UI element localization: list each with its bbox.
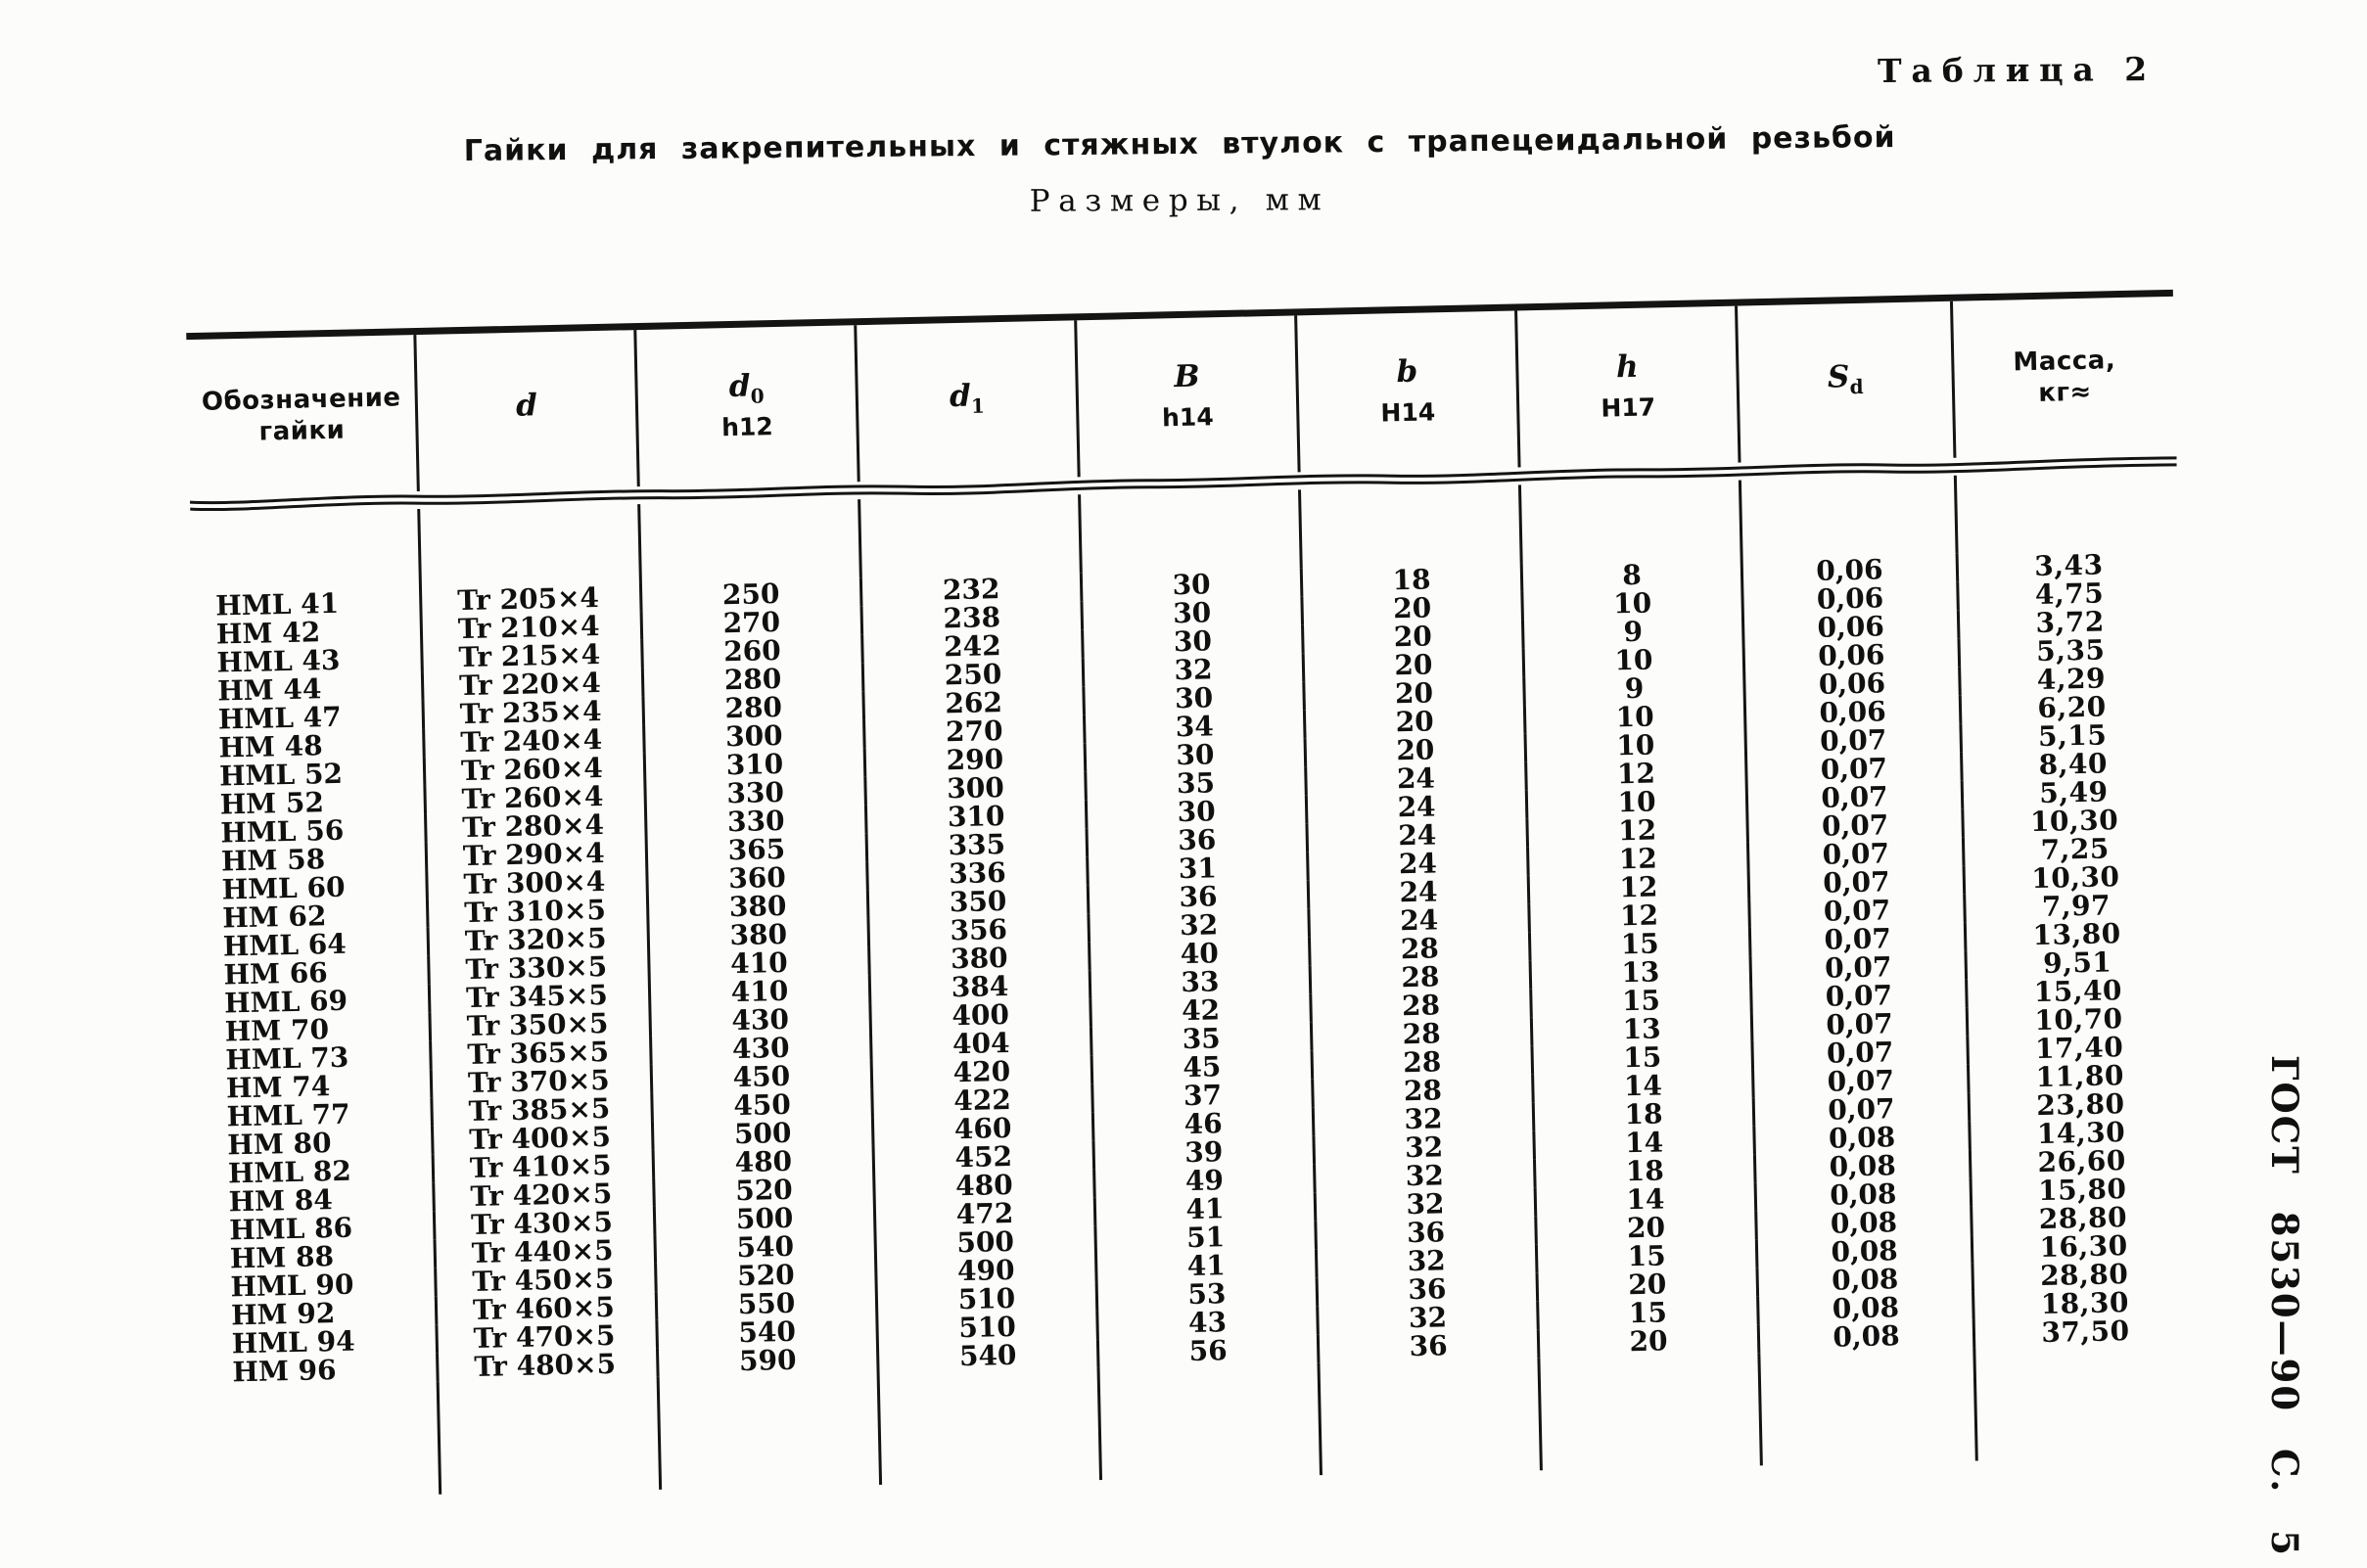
cell-r2-c9: 4,75 (2034, 576, 2105, 612)
cell-r2-c4: 238 (862, 601, 1084, 634)
cell-r18-c4: 420 (873, 1055, 1094, 1088)
cell-r25-c9: 16,30 (2039, 1229, 2129, 1265)
cell-r15-c2: Tr 345×5 (431, 980, 652, 1013)
cell-r9-c5: 30 (1088, 795, 1309, 828)
cell-r8-c6: 24 (1307, 761, 1528, 795)
cell-r5-c1: HML 47 (195, 701, 426, 734)
cell-r8-c2: Tr 260×4 (426, 781, 647, 814)
cell-r19-c8: 0,07 (1754, 1065, 1971, 1098)
cell-r12-c9: 10,30 (2030, 860, 2120, 896)
cell-r16-c2: Tr 350×5 (431, 1008, 652, 1041)
cell-r21-c5: 39 (1094, 1135, 1316, 1169)
cell-r19-c3: 450 (653, 1088, 874, 1122)
cell-r9-c9: 5,49 (2038, 775, 2109, 809)
cell-r27-c1: HML 94 (208, 1325, 439, 1359)
cell-r26-c2: Tr 460×5 (438, 1292, 659, 1325)
cell-r12-c5: 36 (1090, 880, 1311, 913)
cell-r10-c6: 24 (1308, 818, 1529, 852)
cell-r3-c4: 242 (863, 629, 1085, 663)
cell-r28-c2: Tr 480×5 (439, 1349, 660, 1382)
cell-r15-c5: 33 (1091, 965, 1313, 998)
cell-r3-c2: Tr 215×4 (423, 639, 644, 672)
cell-r23-c6: 32 (1317, 1187, 1538, 1221)
cell-r25-c6: 32 (1318, 1244, 1539, 1277)
cell-r8-c5: 35 (1087, 766, 1308, 800)
cell-r23-c9: 15,80 (2037, 1173, 2127, 1208)
cell-r11-c3: 360 (648, 861, 869, 895)
header-Sd: $S_d$ (1738, 301, 1956, 463)
cell-r9-c1: HML 56 (197, 814, 428, 848)
cell-r16-c4: 400 (871, 998, 1092, 1032)
cell-r4-c3: 280 (644, 663, 865, 696)
cell-r17-c7: 13 (1533, 1012, 1754, 1045)
cell-r10-c8: 0,07 (1748, 809, 1965, 843)
cell-r27-c9: 18,30 (2040, 1286, 2130, 1321)
cell-r12-c8: 0,07 (1750, 866, 1967, 899)
cell-r23-c8: 0,08 (1757, 1178, 1973, 1212)
cell-r1-c2: Tr 205×4 (422, 582, 643, 616)
header-h-H17: h H17 (1517, 306, 1740, 468)
cell-r24-c2: Tr 440×5 (437, 1235, 658, 1268)
cell-r13-c8: 0,07 (1750, 895, 1967, 928)
column-rule-extension (1760, 1349, 1977, 1466)
cell-r24-c3: 540 (656, 1230, 877, 1264)
cell-r17-c1: HML 73 (202, 1041, 433, 1075)
cell-r6-c5: 34 (1086, 710, 1307, 743)
cell-r24-c9: 28,80 (2038, 1201, 2128, 1236)
header-b-H14: b H14 (1297, 310, 1520, 472)
cell-r22-c3: 520 (655, 1174, 876, 1207)
cell-r7-c6: 20 (1307, 733, 1528, 766)
cell-r6-c2: Tr 240×4 (425, 724, 646, 758)
cell-r10-c2: Tr 290×4 (428, 838, 649, 871)
header-mass: Масса, кг≈ (2013, 346, 2116, 408)
column-gap-top (1081, 489, 1303, 573)
cell-r15-c3: 410 (651, 975, 872, 1008)
cell-r4-c7: 10 (1525, 643, 1746, 676)
cell-r21-c3: 480 (655, 1145, 876, 1178)
cell-r6-c9: 6,20 (2037, 690, 2107, 724)
cell-r7-c2: Tr 260×4 (426, 753, 647, 786)
cell-r28-c6: 36 (1320, 1329, 1541, 1362)
cell-r1-c1: HML 41 (192, 587, 423, 621)
cell-r1-c8: 0,06 (1743, 554, 1960, 587)
cell-r21-c8: 0,08 (1755, 1122, 1972, 1155)
cell-r3-c9: 3,72 (2035, 605, 2106, 639)
column-gap-top (1301, 484, 1523, 568)
cell-r6-c6: 20 (1306, 705, 1527, 738)
cell-r4-c1: HM 44 (194, 672, 425, 706)
cell-r2-c8: 0,06 (1743, 582, 1960, 616)
cell-r1-c4: 232 (862, 573, 1084, 606)
cell-r1-c3: 250 (642, 577, 863, 611)
cell-r7-c5: 30 (1087, 738, 1308, 771)
cell-r13-c3: 380 (650, 918, 871, 951)
column-rule-extension (1540, 1353, 1762, 1470)
cell-r11-c1: HML 60 (198, 871, 429, 904)
cell-r16-c9: 15,40 (2033, 974, 2123, 1009)
cell-r7-c4: 290 (866, 743, 1088, 776)
cell-r20-c4: 460 (874, 1112, 1095, 1145)
cell-r6-c4: 270 (865, 715, 1087, 748)
cell-r25-c5: 41 (1097, 1249, 1319, 1282)
cell-r4-c9: 5,35 (2035, 633, 2106, 668)
cell-r1-c7: 8 (1523, 559, 1744, 592)
cell-r13-c1: HML 64 (200, 928, 431, 961)
cell-r6-c3: 300 (645, 719, 866, 753)
header-designation: Обозначение гайки (186, 335, 419, 496)
cell-r11-c5: 31 (1089, 852, 1310, 885)
cell-r7-c1: HML 52 (196, 758, 427, 791)
cell-r16-c3: 430 (651, 1003, 872, 1037)
cell-r9-c4: 310 (867, 800, 1089, 833)
table-grid (186, 290, 2199, 1499)
header-B-h14: B h14 (1077, 315, 1300, 477)
cell-r18-c8: 0,07 (1753, 1037, 1970, 1070)
cell-r20-c7: 18 (1535, 1097, 1756, 1130)
cell-r23-c7: 14 (1537, 1182, 1758, 1216)
cell-r10-c1: HM 58 (198, 843, 429, 876)
cell-r26-c5: 53 (1098, 1277, 1320, 1311)
cell-r19-c7: 14 (1534, 1069, 1755, 1102)
cell-r5-c3: 280 (644, 691, 865, 724)
cell-r19-c5: 37 (1093, 1079, 1315, 1112)
header-d0-h12: $d_0$ h12 (636, 325, 859, 486)
column-rule-extension (1100, 1362, 1323, 1480)
gost-standard-side-label: ГОСТ 8530—90 С. 5 (2263, 1055, 2306, 1557)
cell-r17-c3: 430 (652, 1032, 873, 1065)
cell-r13-c9: 7,97 (2041, 889, 2112, 923)
cell-r4-c6: 20 (1305, 648, 1526, 681)
column-rule-extension (880, 1367, 1102, 1485)
cell-r27-c4: 510 (878, 1311, 1099, 1344)
cell-r26-c4: 510 (878, 1282, 1099, 1315)
cell-r20-c1: HM 80 (204, 1127, 435, 1160)
cell-r23-c4: 472 (876, 1197, 1097, 1230)
cell-r5-c7: 9 (1525, 671, 1746, 705)
cell-r25-c3: 520 (657, 1259, 878, 1292)
cell-r8-c9: 8,40 (2038, 747, 2109, 781)
cell-r19-c4: 422 (873, 1084, 1094, 1117)
cell-r2-c6: 20 (1303, 591, 1524, 624)
cell-r22-c5: 49 (1095, 1164, 1317, 1197)
cell-r7-c9: 5,15 (2037, 718, 2108, 753)
cell-r5-c4: 262 (864, 686, 1086, 719)
cell-r27-c3: 540 (658, 1315, 879, 1349)
column-gap-top (190, 509, 422, 592)
cell-r9-c3: 330 (647, 805, 868, 838)
cell-r27-c2: Tr 470×5 (438, 1320, 659, 1354)
cell-r20-c2: Tr 400×5 (434, 1122, 655, 1155)
cell-r5-c5: 30 (1085, 681, 1306, 715)
cell-r23-c5: 41 (1096, 1192, 1318, 1225)
cell-r6-c8: 0,06 (1746, 696, 1963, 729)
cell-r6-c1: HM 48 (195, 729, 426, 762)
cell-r5-c9: 4,29 (2036, 662, 2107, 696)
cell-r24-c6: 36 (1317, 1216, 1538, 1249)
cell-r8-c3: 330 (646, 776, 867, 809)
cell-r19-c1: HML 77 (203, 1098, 434, 1131)
cell-r17-c5: 35 (1092, 1022, 1314, 1055)
cell-r24-c1: HM 88 (207, 1240, 438, 1273)
cell-r9-c8: 0,07 (1748, 781, 1965, 814)
cell-r11-c4: 336 (868, 856, 1090, 890)
cell-r15-c6: 28 (1312, 960, 1533, 993)
cell-r17-c6: 28 (1313, 1017, 1534, 1050)
cell-r18-c2: Tr 370×5 (433, 1065, 654, 1098)
cell-r21-c9: 14,30 (2036, 1116, 2126, 1151)
cell-r18-c3: 450 (653, 1060, 874, 1093)
column-rule-extension (1975, 1344, 2198, 1461)
cell-r24-c8: 0,08 (1757, 1207, 1973, 1240)
cell-r26-c3: 550 (658, 1287, 879, 1320)
cell-r17-c4: 404 (872, 1027, 1093, 1060)
column-gap-top (1741, 476, 1959, 559)
cell-r23-c2: Tr 430×5 (436, 1207, 657, 1240)
cell-r6-c7: 10 (1526, 700, 1747, 733)
cell-r3-c5: 30 (1084, 624, 1305, 658)
cell-r11-c7: 12 (1529, 842, 1750, 875)
cell-r2-c1: HM 42 (193, 616, 424, 649)
cell-r22-c7: 18 (1536, 1154, 1757, 1187)
cell-r22-c1: HM 84 (205, 1183, 436, 1217)
cell-r5-c2: Tr 235×4 (424, 696, 645, 729)
cell-r3-c6: 20 (1304, 620, 1525, 653)
cell-r14-c6: 28 (1311, 932, 1532, 965)
cell-r3-c8: 0,06 (1744, 611, 1961, 644)
cell-r22-c9: 26,60 (2037, 1144, 2127, 1179)
cell-r7-c8: 0,07 (1746, 724, 1963, 758)
cell-r3-c1: HML 43 (193, 644, 424, 677)
cell-r21-c6: 32 (1315, 1130, 1536, 1164)
cell-r28-c4: 540 (879, 1339, 1100, 1372)
cell-r28-c3: 590 (659, 1344, 880, 1377)
cell-r13-c5: 32 (1090, 908, 1311, 942)
cell-r25-c7: 15 (1538, 1239, 1759, 1272)
cell-r9-c6: 24 (1308, 790, 1529, 823)
cell-r10-c9: 10,30 (2029, 804, 2119, 839)
cell-r12-c6: 24 (1310, 875, 1531, 908)
document-title: Гайки для закрепительных и стяжных втулок с трапецеидальной резьбой (463, 119, 1896, 169)
cell-r13-c7: 12 (1530, 899, 1751, 932)
cell-r16-c7: 15 (1532, 984, 1753, 1017)
cell-r27-c5: 43 (1098, 1306, 1320, 1339)
cell-r22-c4: 480 (875, 1169, 1096, 1202)
cell-r16-c5: 42 (1091, 993, 1313, 1027)
cell-r27-c7: 15 (1539, 1296, 1760, 1329)
cell-r12-c4: 350 (869, 885, 1091, 918)
cell-r8-c7: 12 (1527, 757, 1748, 790)
cell-r19-c9: 11,80 (2035, 1059, 2125, 1094)
cell-r23-c1: HML 86 (206, 1212, 437, 1245)
cell-r14-c7: 15 (1531, 927, 1752, 960)
cell-r5-c6: 20 (1305, 676, 1526, 710)
cell-r20-c8: 0,07 (1755, 1093, 1972, 1127)
cell-r20-c3: 500 (654, 1117, 875, 1150)
cell-r1-c6: 18 (1303, 563, 1524, 596)
cell-r23-c3: 500 (656, 1202, 877, 1235)
header-d1: $d_1$ (857, 320, 1080, 482)
cell-r28-c8: 0,08 (1760, 1320, 1976, 1354)
cell-r11-c6: 24 (1309, 847, 1530, 880)
cell-r9-c2: Tr 280×4 (427, 809, 648, 843)
cell-r25-c2: Tr 450×5 (437, 1264, 658, 1297)
cell-r24-c7: 20 (1537, 1211, 1758, 1244)
cell-r26-c6: 36 (1319, 1272, 1540, 1306)
cell-r17-c2: Tr 365×5 (432, 1037, 653, 1070)
cell-r19-c2: Tr 385×5 (433, 1093, 654, 1127)
cell-r14-c9: 13,80 (2032, 917, 2122, 952)
cell-r16-c8: 0,07 (1752, 980, 1969, 1013)
cell-r10-c4: 335 (868, 828, 1090, 861)
cell-r15-c1: HML 69 (201, 985, 432, 1018)
cell-r26-c1: HM 92 (208, 1297, 439, 1330)
cell-r15-c9: 9,51 (2042, 945, 2112, 980)
cell-r14-c5: 40 (1091, 937, 1312, 970)
cell-r8-c1: HM 52 (196, 786, 427, 819)
cell-r16-c6: 28 (1312, 989, 1533, 1022)
cell-r27-c8: 0,08 (1759, 1292, 1975, 1325)
cell-r11-c8: 0,07 (1749, 838, 1966, 871)
cell-r28-c7: 20 (1540, 1324, 1761, 1358)
column-gap-top (420, 504, 642, 587)
cell-r12-c3: 380 (649, 890, 870, 923)
cell-r2-c2: Tr 210×4 (423, 611, 644, 644)
table-number-label: Таблица 2 (1877, 50, 2158, 90)
cell-r28-c5: 56 (1099, 1334, 1321, 1367)
cell-r21-c7: 14 (1535, 1126, 1756, 1159)
cell-r20-c9: 23,80 (2035, 1087, 2125, 1123)
column-rule-extension (209, 1382, 441, 1499)
cell-r20-c6: 32 (1315, 1102, 1536, 1135)
cell-r15-c7: 13 (1532, 955, 1753, 989)
cell-r24-c4: 500 (876, 1225, 1097, 1259)
cell-r14-c8: 0,07 (1751, 923, 1968, 956)
cell-r2-c7: 10 (1523, 586, 1744, 620)
cell-r11-c9: 7,25 (2040, 832, 2111, 866)
cell-r1-c5: 30 (1083, 568, 1304, 601)
column-gap-top (860, 494, 1083, 577)
cell-r28-c9: 37,50 (2041, 1314, 2130, 1350)
cell-r22-c6: 32 (1316, 1159, 1537, 1192)
cell-r18-c6: 28 (1314, 1045, 1535, 1079)
cell-r17-c9: 10,70 (2034, 1002, 2123, 1038)
cell-r3-c7: 9 (1524, 615, 1745, 648)
cell-r21-c2: Tr 410×5 (435, 1150, 656, 1183)
cell-r10-c5: 36 (1088, 823, 1309, 856)
cell-r18-c9: 17,40 (2034, 1031, 2124, 1066)
column-rule-extension (440, 1377, 662, 1495)
cell-r8-c4: 300 (866, 771, 1088, 805)
column-gap-top (1521, 481, 1743, 564)
cell-r14-c4: 380 (870, 942, 1091, 975)
cell-r4-c8: 0,06 (1745, 639, 1962, 672)
cell-r24-c5: 51 (1096, 1221, 1318, 1254)
cell-r13-c6: 24 (1310, 903, 1531, 937)
cell-r8-c8: 0,07 (1747, 753, 1964, 786)
cell-r14-c3: 410 (650, 946, 871, 980)
cell-r1-c9: 3,43 (2033, 548, 2104, 583)
cell-r10-c3: 365 (648, 833, 869, 866)
cell-r12-c7: 12 (1530, 870, 1751, 903)
dimensions-subtitle: Размеры, мм (1029, 182, 1330, 219)
cell-r7-c7: 10 (1526, 728, 1747, 761)
cell-r12-c2: Tr 310×5 (429, 895, 650, 928)
cell-r17-c8: 0,07 (1753, 1008, 1970, 1041)
cell-r4-c5: 32 (1085, 653, 1306, 686)
cell-r10-c7: 12 (1528, 813, 1749, 847)
cell-r16-c1: HM 70 (202, 1013, 433, 1046)
column-rule-extension (1320, 1358, 1542, 1475)
cell-r21-c4: 452 (875, 1140, 1096, 1174)
cell-r28-c1: HM 96 (209, 1354, 440, 1387)
cell-r4-c4: 250 (864, 658, 1086, 691)
column-gap-top (1957, 471, 2179, 554)
cell-r4-c2: Tr 220×4 (424, 668, 645, 701)
cell-r18-c7: 15 (1533, 1040, 1754, 1074)
cell-r22-c8: 0,08 (1756, 1150, 1972, 1183)
cell-r20-c5: 46 (1094, 1107, 1316, 1140)
column-rule-extension (660, 1372, 882, 1490)
cell-r2-c5: 30 (1083, 596, 1304, 629)
cell-r27-c6: 32 (1319, 1301, 1540, 1334)
cell-r15-c8: 0,07 (1752, 951, 1969, 985)
cell-r13-c2: Tr 320×5 (430, 923, 651, 956)
cell-r26-c7: 20 (1539, 1268, 1760, 1301)
cell-r26-c8: 0,08 (1758, 1264, 1974, 1297)
cell-r18-c5: 45 (1093, 1050, 1315, 1084)
cell-r14-c1: HM 66 (200, 956, 431, 990)
header-d: d (416, 330, 639, 491)
cell-r7-c3: 310 (646, 748, 867, 781)
cell-r15-c4: 384 (871, 970, 1092, 1003)
cell-r3-c3: 260 (643, 634, 864, 668)
cell-r26-c9: 28,80 (2039, 1258, 2129, 1293)
cell-r25-c4: 490 (877, 1254, 1098, 1287)
cell-r9-c7: 10 (1528, 785, 1749, 818)
column-gap-top (640, 499, 862, 582)
cell-r5-c8: 0,06 (1745, 668, 1962, 701)
cell-r25-c8: 0,08 (1758, 1235, 1974, 1268)
cell-r12-c1: HM 62 (199, 899, 430, 933)
cell-r21-c1: HML 82 (205, 1155, 436, 1188)
cell-r11-c2: Tr 300×4 (428, 866, 649, 899)
cell-r19-c6: 28 (1314, 1074, 1535, 1107)
cell-r22-c2: Tr 420×5 (435, 1178, 656, 1212)
cell-r18-c1: HM 74 (203, 1070, 434, 1103)
cell-r2-c3: 270 (643, 606, 864, 639)
cell-r25-c1: HML 90 (207, 1268, 438, 1302)
cell-r13-c4: 356 (869, 913, 1091, 946)
cell-r14-c2: Tr 330×5 (430, 951, 651, 985)
